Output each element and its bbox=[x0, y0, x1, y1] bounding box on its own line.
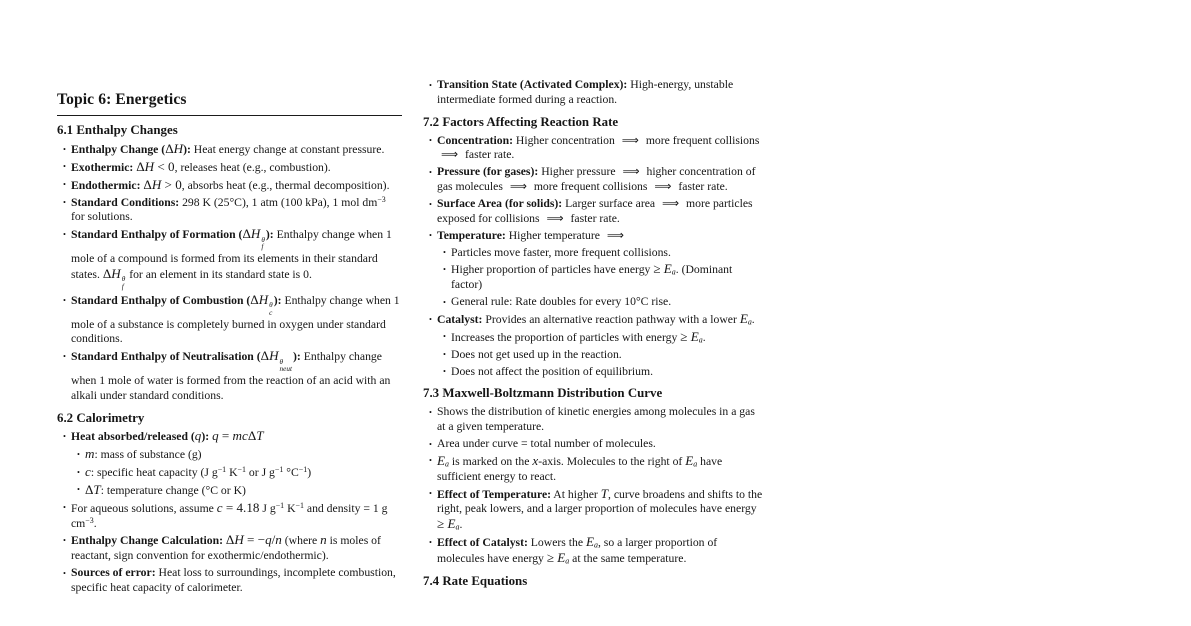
bullet-item bbox=[423, 405, 765, 435]
text-run: General rule: Rate doubles for every 10°C rise. bbox=[451, 295, 672, 309]
math-text: Δ bbox=[247, 428, 257, 444]
bullet-marker: • bbox=[429, 166, 432, 177]
text-run: Larger surface area bbox=[562, 196, 659, 210]
math-italic: E bbox=[685, 452, 694, 468]
math-italic: q bbox=[265, 532, 272, 548]
bullet-marker: • bbox=[443, 349, 446, 360]
implies-arrow-icon: ⟹ bbox=[546, 210, 564, 225]
section-heading: 7.2 Factors Affecting Reaction Rate bbox=[423, 114, 619, 129]
text-run: Area under curve = total number of molecules. bbox=[437, 436, 656, 450]
text-run: , curve broadens and shifts to the right, peak lowers, and a larger proportion of molecules have energy bbox=[437, 487, 763, 516]
text-run: °C bbox=[283, 466, 299, 480]
text-run: Higher proportion of particles have energy bbox=[451, 263, 654, 277]
bullet-marker: • bbox=[429, 536, 432, 547]
text-run: . bbox=[459, 518, 463, 532]
text-run: ) bbox=[307, 466, 312, 480]
bullet-marker: • bbox=[63, 228, 66, 239]
math-italic: c bbox=[85, 464, 91, 480]
bullet-marker: • bbox=[443, 331, 446, 342]
bold-text-run: Exothermic: bbox=[71, 160, 134, 174]
math-text: ≥ bbox=[653, 261, 664, 277]
math-subscript: f bbox=[261, 243, 264, 252]
math-italic: E bbox=[663, 261, 672, 277]
item-text bbox=[85, 466, 311, 479]
math-sup-sub bbox=[261, 237, 265, 252]
text-run: For aqueous solutions, assume bbox=[71, 501, 217, 515]
bold-text-run: ): bbox=[201, 430, 210, 444]
bold-text-run: ): bbox=[293, 350, 301, 364]
math-text: Δ bbox=[260, 348, 270, 364]
math-text: ≥ bbox=[680, 328, 691, 344]
bullet-item bbox=[423, 487, 765, 534]
math-italic: E bbox=[585, 534, 594, 550]
subscript: a bbox=[671, 268, 676, 277]
item-text bbox=[437, 452, 723, 483]
math-text: = − bbox=[243, 532, 266, 548]
text-run: K bbox=[284, 501, 296, 515]
text-run: and density = 1 g cm bbox=[71, 501, 388, 530]
bullet-marker: • bbox=[77, 466, 80, 477]
text-run: more frequent collisions bbox=[642, 133, 760, 147]
implies-arrow-icon: ⟹ bbox=[622, 164, 640, 179]
bullet-item bbox=[57, 196, 402, 226]
bullet-marker: • bbox=[77, 484, 80, 495]
math-superscript: θ bbox=[269, 301, 273, 310]
document-title: Topic 6: Energetics bbox=[57, 91, 187, 108]
superscript: −1 bbox=[274, 465, 284, 475]
section-heading: 6.1 Enthalpy Changes bbox=[57, 123, 178, 138]
math-italic: H bbox=[111, 265, 121, 281]
text-run: more frequent collisions bbox=[530, 180, 651, 194]
math-text: = bbox=[218, 428, 233, 444]
math-text: < 0 bbox=[154, 158, 175, 174]
bullet-marker: • bbox=[63, 502, 66, 513]
implies-arrow-icon: ⟹ bbox=[606, 227, 624, 242]
bullet-item bbox=[57, 142, 402, 158]
math-text: / bbox=[271, 532, 276, 548]
math-italic: H bbox=[234, 532, 244, 548]
text-run: , absorbs heat (e.g., thermal decomposition). bbox=[181, 178, 390, 192]
bold-text-run: Catalyst: bbox=[437, 313, 483, 326]
math-text: Δ bbox=[136, 158, 145, 174]
bullet-marker: • bbox=[443, 247, 446, 258]
text-run: or J g bbox=[245, 466, 275, 480]
bullet-marker: • bbox=[429, 313, 432, 324]
item-text bbox=[437, 134, 759, 162]
text-run: Shows the distribution of kinetic energies among molecules in a gas at a given temperature. bbox=[437, 405, 755, 434]
math-text: ≥ bbox=[546, 550, 558, 565]
item-text bbox=[71, 350, 390, 401]
math-italic: T bbox=[256, 428, 264, 444]
text-run: Does not affect the position of equilibrium. bbox=[451, 364, 654, 378]
bullet-item bbox=[71, 465, 402, 481]
bold-text-run: Standard Conditions: bbox=[71, 195, 180, 209]
subscript: a bbox=[698, 335, 703, 345]
math-italic: x bbox=[532, 452, 539, 468]
bullet-item bbox=[437, 246, 765, 261]
item-text bbox=[71, 196, 386, 224]
text-run: Heat energy change at constant pressure. bbox=[190, 143, 385, 157]
math-italic: E bbox=[690, 328, 699, 344]
text-run: Does not get used up in the reaction. bbox=[451, 347, 622, 361]
text-run: faster rate. bbox=[567, 211, 620, 225]
bullet-marker: • bbox=[429, 230, 432, 241]
math-text: Δ bbox=[165, 141, 174, 157]
math-italic: q bbox=[212, 428, 219, 444]
text-run: Lowers the bbox=[527, 536, 586, 550]
math-sup-sub bbox=[269, 302, 273, 317]
bullet-marker: • bbox=[429, 406, 432, 417]
bullet-item bbox=[71, 447, 402, 463]
superscript: −1 bbox=[275, 500, 285, 510]
text-run: Enthalpy change when 1 mole of water is formed from the reaction of an acid with an alkali under standard conditions. bbox=[71, 350, 391, 402]
math-italic: H bbox=[250, 226, 261, 242]
text-run: J g bbox=[259, 501, 276, 515]
bold-text-run: Standard Enthalpy of Combustion ( bbox=[71, 294, 251, 308]
bold-text-run: Transition State (Activated Complex): bbox=[437, 78, 628, 91]
bullet-marker: • bbox=[429, 135, 432, 146]
math-superscript: θ bbox=[261, 235, 265, 244]
text-run: . bbox=[751, 313, 755, 326]
item-text bbox=[71, 143, 384, 156]
item-text bbox=[437, 485, 763, 532]
text-run: is moles of reactant, sign convention for exothermic/endothermic). bbox=[71, 534, 381, 563]
bullet-item bbox=[57, 533, 402, 564]
text-run: more particles exposed for collisions bbox=[437, 196, 753, 225]
bullet-item bbox=[57, 160, 402, 176]
text-run: have sufficient energy to react. bbox=[437, 454, 723, 483]
math-italic: H bbox=[151, 176, 162, 192]
item-text bbox=[437, 78, 733, 106]
math-italic: E bbox=[437, 452, 445, 468]
text-run: Heat loss to surroundings, incomplete combustion, specific heat capacity of calorimeter. bbox=[71, 566, 396, 595]
math-subscript: neut bbox=[279, 365, 293, 374]
text-run: Higher pressure bbox=[538, 165, 619, 179]
math-sup-sub bbox=[280, 359, 292, 374]
item-text bbox=[71, 499, 388, 530]
math-text: Δ bbox=[250, 292, 259, 308]
bold-text-run: Standard Enthalpy of Neutralisation ( bbox=[71, 350, 261, 364]
bold-text-run: ): bbox=[265, 228, 274, 242]
bullet-marker: • bbox=[429, 455, 432, 466]
math-italic: n bbox=[275, 532, 282, 548]
bullet-marker: • bbox=[63, 161, 66, 172]
bullet-item bbox=[423, 312, 765, 328]
implies-arrow-icon: ⟹ bbox=[662, 195, 680, 210]
math-text: = 4.18 bbox=[222, 499, 260, 515]
text-run: Higher temperature bbox=[505, 228, 603, 242]
subscript: a bbox=[747, 317, 752, 327]
bullet-item bbox=[437, 348, 765, 363]
item-text bbox=[71, 294, 400, 345]
right-column bbox=[423, 78, 765, 593]
bullet-marker: • bbox=[429, 488, 432, 499]
bullet-item bbox=[423, 134, 765, 164]
implies-arrow-icon: ⟹ bbox=[654, 179, 672, 194]
math-text: ≥ bbox=[437, 516, 448, 532]
item-text bbox=[85, 448, 202, 461]
bullet-item bbox=[71, 483, 402, 499]
bullet-marker: • bbox=[63, 535, 66, 545]
math-italic: H bbox=[269, 348, 279, 364]
bullet-item bbox=[423, 165, 765, 195]
bullet-marker: • bbox=[77, 448, 80, 459]
bold-text-run: Endothermic: bbox=[71, 178, 141, 192]
text-run: : mass of substance (g) bbox=[94, 448, 202, 462]
text-run: for solutions. bbox=[71, 210, 133, 224]
implies-arrow-icon: ⟹ bbox=[621, 132, 639, 147]
text-run: at the same temperature. bbox=[569, 552, 687, 565]
superscript: −3 bbox=[377, 194, 386, 204]
bold-text-run: ): bbox=[273, 294, 282, 308]
bullet-marker: • bbox=[63, 179, 66, 190]
superscript: −1 bbox=[237, 465, 246, 475]
bold-text-run: Effect of Temperature: bbox=[437, 487, 552, 501]
implies-arrow-icon: ⟹ bbox=[509, 179, 527, 194]
item-text bbox=[437, 197, 753, 225]
superscript: −1 bbox=[217, 465, 227, 475]
implies-arrow-icon: ⟹ bbox=[441, 147, 459, 162]
subscript: a bbox=[445, 459, 449, 469]
subscript: a bbox=[593, 540, 598, 550]
bullet-item bbox=[437, 330, 765, 346]
title-divider bbox=[57, 115, 402, 117]
left-column bbox=[57, 91, 402, 598]
bullet-marker: • bbox=[63, 430, 66, 441]
text-run: . bbox=[702, 330, 706, 344]
bullet-marker: • bbox=[63, 567, 66, 578]
text-run: Particles move faster, more frequent collisions. bbox=[451, 245, 671, 259]
bullet-item bbox=[437, 262, 765, 293]
item-text bbox=[451, 246, 671, 259]
math-sup-sub bbox=[122, 276, 126, 291]
text-run: : specific heat capacity (J g bbox=[90, 466, 218, 480]
math-italic: E bbox=[739, 311, 748, 326]
superscript: −1 bbox=[298, 465, 308, 475]
bold-text-run: Temperature: bbox=[437, 228, 506, 242]
math-italic: H bbox=[173, 141, 184, 157]
math-subscript: f bbox=[121, 282, 124, 291]
math-italic: T bbox=[600, 485, 608, 501]
text-run: Higher concentration bbox=[512, 133, 618, 147]
text-run: is marked on the bbox=[448, 454, 533, 468]
section-heading: 7.3 Maxwell-Boltzmann Distribution Curve bbox=[423, 386, 663, 401]
math-italic: H bbox=[258, 292, 269, 308]
item-text bbox=[71, 176, 390, 192]
math-superscript: θ bbox=[121, 274, 126, 283]
bold-text-run: Enthalpy Change ( bbox=[71, 143, 166, 157]
subscript: a bbox=[455, 522, 460, 532]
subscript: a bbox=[693, 459, 698, 469]
text-run: faster rate. bbox=[462, 148, 515, 162]
bullet-item bbox=[423, 197, 765, 227]
section-heading: 6.2 Calorimetry bbox=[57, 410, 145, 425]
bullet-item bbox=[57, 293, 402, 347]
text-run: High-energy, unstable intermediate formed during a reaction. bbox=[437, 78, 734, 106]
math-text: Δ bbox=[143, 176, 152, 192]
math-text: Δ bbox=[225, 532, 235, 548]
item-text bbox=[437, 405, 755, 433]
bold-text-run: Sources of error: bbox=[71, 566, 156, 580]
bullet-marker: • bbox=[443, 366, 446, 377]
math-subscript: c bbox=[269, 308, 273, 317]
bullet-item bbox=[57, 349, 402, 403]
text-run: higher concentration of gas molecules bbox=[437, 165, 756, 194]
superscript: −1 bbox=[295, 500, 304, 510]
text-run: . (Dominant factor) bbox=[451, 263, 733, 292]
text-run: Enthalpy change when 1 mole of a substance is completely burned in oxygen under standard conditions. bbox=[71, 294, 400, 346]
text-run: : temperature change (°C or K) bbox=[100, 483, 246, 497]
math-text: Δ bbox=[242, 226, 251, 242]
bullet-item bbox=[57, 501, 402, 532]
bullet-item bbox=[423, 535, 765, 567]
item-text bbox=[437, 437, 656, 450]
item-text bbox=[437, 536, 717, 565]
bullet-item bbox=[423, 78, 765, 108]
superscript: −3 bbox=[85, 515, 94, 525]
text-run: , so a larger proportion of molecules have energy bbox=[437, 536, 718, 565]
math-italic: m bbox=[85, 446, 95, 462]
text-run: 298 K (25°C), 1 atm (100 kPa), 1 mol dm bbox=[179, 195, 378, 209]
math-text: Δ bbox=[85, 481, 94, 497]
math-italic: q bbox=[194, 428, 202, 444]
bullet-marker: • bbox=[63, 294, 66, 305]
item-text bbox=[451, 295, 671, 308]
bold-text-run: Enthalpy Change Calculation: bbox=[71, 534, 223, 548]
item-text bbox=[71, 226, 392, 291]
math-italic: E bbox=[447, 516, 456, 532]
item-text bbox=[451, 263, 732, 291]
bold-text-run: Pressure (for gases): bbox=[437, 165, 539, 179]
bullet-item bbox=[423, 454, 765, 485]
item-text bbox=[437, 313, 755, 326]
math-italic: n bbox=[320, 532, 327, 548]
bold-text-run: Effect of Catalyst: bbox=[437, 536, 528, 550]
bullet-item bbox=[423, 437, 765, 452]
bold-text-run: Surface Area (for solids): bbox=[437, 196, 563, 210]
text-run: At higher bbox=[551, 487, 601, 501]
bullet-item bbox=[57, 227, 402, 291]
math-superscript: θ bbox=[279, 357, 284, 366]
bold-text-run: Standard Enthalpy of Formation ( bbox=[71, 228, 243, 242]
item-text bbox=[71, 158, 331, 174]
math-text: Δ bbox=[102, 265, 112, 281]
item-text bbox=[451, 348, 622, 361]
bold-text-run: ): bbox=[183, 143, 191, 157]
text-run: Increases the proportion of particles with energy bbox=[451, 330, 681, 344]
bullet-marker: • bbox=[63, 197, 66, 208]
section-heading: 7.4 Rate Equations bbox=[423, 573, 528, 588]
item-text bbox=[85, 481, 246, 497]
text-run: . bbox=[93, 516, 97, 530]
text-run: Provides an alternative reaction pathway with a lower bbox=[482, 313, 740, 326]
item-text bbox=[71, 430, 264, 443]
math-italic: mc bbox=[232, 428, 248, 444]
bullet-marker: • bbox=[63, 350, 66, 361]
item-text bbox=[71, 566, 396, 594]
bullet-marker: • bbox=[443, 296, 446, 307]
item-text bbox=[437, 229, 628, 242]
bullet-item bbox=[57, 429, 402, 445]
item-text bbox=[451, 328, 706, 345]
bullet-item bbox=[57, 178, 402, 194]
bullet-item bbox=[57, 566, 402, 596]
text-run: (where bbox=[281, 534, 321, 548]
text-run: for an element in its standard state is 0. bbox=[126, 267, 312, 281]
text-run: K bbox=[226, 466, 238, 480]
bullet-item bbox=[423, 229, 765, 244]
bullet-item bbox=[437, 365, 765, 380]
math-italic: H bbox=[144, 158, 155, 174]
bullet-marker: • bbox=[429, 438, 432, 449]
bullet-marker: • bbox=[63, 143, 66, 154]
bold-text-run: Concentration: bbox=[437, 133, 513, 147]
text-run: faster rate. bbox=[675, 180, 728, 194]
math-italic: E bbox=[557, 550, 566, 565]
item-text bbox=[437, 165, 756, 193]
bullet-marker: • bbox=[429, 198, 432, 209]
item-text bbox=[71, 534, 381, 562]
math-italic: T bbox=[93, 481, 101, 497]
bullet-marker: • bbox=[429, 79, 432, 90]
text-run: Enthalpy change when 1 mole of a compound is formed from its elements in their standard states. bbox=[71, 228, 392, 281]
bold-text-run: Heat absorbed/released ( bbox=[71, 430, 195, 444]
math-italic: c bbox=[216, 499, 223, 515]
bullet-item bbox=[437, 295, 765, 310]
item-text bbox=[451, 365, 653, 378]
bullet-marker: • bbox=[443, 263, 446, 274]
text-run: -axis. Molecules to the right of bbox=[538, 454, 686, 468]
math-text: > 0 bbox=[161, 176, 182, 192]
subscript: a bbox=[565, 556, 570, 566]
text-run: , releases heat (e.g., combustion). bbox=[174, 160, 331, 174]
